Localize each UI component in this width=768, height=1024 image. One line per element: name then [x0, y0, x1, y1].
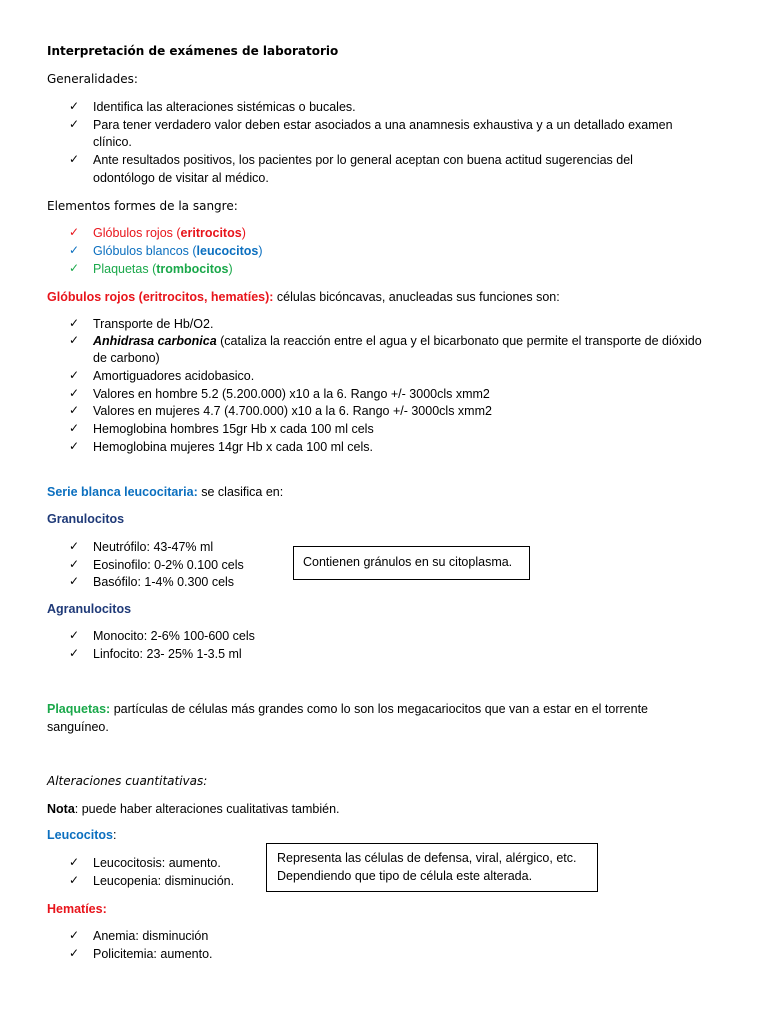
- check-icon: ✓: [69, 403, 80, 417]
- list-item: Hemoglobina hombres 15gr Hb x cada 100 ml cels: [93, 422, 374, 436]
- list-item-continuation: de carbono): [93, 351, 160, 365]
- check-icon: ✓: [69, 316, 80, 330]
- list-item: Para tener verdadero valor deben estar asociados a una anamnesis exhaustiva y a un detallado examen: [93, 118, 673, 132]
- serie-blanca-paragraph: Serie blanca leucocitaria: se clasifica en:: [47, 485, 284, 499]
- list-item: Valores en hombre 5.2 (5.200.000) x10 a la 6. Rango +/- 3000cls xmm2: [93, 387, 490, 401]
- check-icon: ✓: [69, 873, 80, 887]
- check-icon: ✓: [69, 243, 80, 257]
- check-icon: ✓: [69, 225, 80, 239]
- list-item-leucocitos: Glóbulos blancos (leucocitos): [93, 244, 263, 258]
- nota-paragraph: Nota: puede haber alteraciones cualitativas también.: [47, 802, 340, 816]
- leucocitos-note-line-2: Dependiendo que tipo de célula este alterada.: [277, 869, 533, 883]
- list-item: Anemia: disminución: [93, 929, 209, 943]
- globulos-rojos-paragraph: Glóbulos rojos (eritrocitos, hematíes): células bicóncavas, anucleadas sus funciones son:: [47, 290, 560, 304]
- list-item: Monocito: 2-6% 100-600 cels: [93, 629, 255, 643]
- list-item: Eosinofilo: 0-2% 0.100 cels: [93, 558, 244, 572]
- leucocitos-heading: Leucocitos:: [47, 828, 117, 842]
- list-item: Policitemia: aumento.: [93, 947, 213, 961]
- hematies-heading: Hematíes:: [47, 902, 107, 916]
- leucocitos-note-line-1: Representa las células de defensa, viral, alérgico, etc.: [277, 851, 577, 865]
- check-icon: ✓: [69, 628, 80, 642]
- list-item: Linfocito: 23- 25% 1-3.5 ml: [93, 647, 242, 661]
- plaquetas-paragraph-continuation: sanguíneo.: [47, 720, 109, 734]
- check-icon: ✓: [69, 152, 80, 166]
- list-item-continuation: odontólogo de visitar al médico.: [93, 171, 269, 185]
- check-icon: ✓: [69, 646, 80, 660]
- list-item: Basófilo: 1-4% 0.300 cels: [93, 575, 235, 589]
- check-icon: ✓: [69, 928, 80, 942]
- list-item-eritrocitos: Glóbulos rojos (eritrocitos): [93, 226, 246, 240]
- document-title: Interpretación de exámenes de laboratorio: [47, 44, 339, 58]
- check-icon: ✓: [69, 421, 80, 435]
- check-icon: ✓: [69, 99, 80, 113]
- granulocitos-heading: Granulocitos: [47, 512, 125, 526]
- list-item: Hemoglobina mujeres 14gr Hb x cada 100 ml cels.: [93, 440, 373, 454]
- section-heading-generalidades: Generalidades:: [47, 72, 138, 86]
- list-item: Anhidrasa carbonica (cataliza la reacción entre el agua y el bicarbonato que permite el transporte de dióxido: [93, 334, 702, 348]
- check-icon: ✓: [69, 946, 80, 960]
- list-item: Identifica las alteraciones sistémicas o bucales.: [93, 100, 356, 114]
- leucocitos-note-box: [266, 843, 598, 892]
- alteraciones-heading: Alteraciones cuantitativas:: [47, 774, 208, 788]
- check-icon: ✓: [69, 557, 80, 571]
- section-heading-elementos: Elementos formes de la sangre:: [47, 199, 238, 213]
- list-item: Neutrófilo: 43-47% ml: [93, 540, 214, 554]
- check-icon: ✓: [69, 261, 80, 275]
- list-item: Leucopenia: disminución.: [93, 874, 235, 888]
- check-icon: ✓: [69, 117, 80, 131]
- granulocitos-note-box: [293, 546, 530, 580]
- plaquetas-paragraph: Plaquetas: partículas de células más grandes como lo son los megacariocitos que van a estar en el torrente: [47, 702, 649, 716]
- list-item-continuation: clínico.: [93, 135, 132, 149]
- list-item: Leucocitosis: aumento.: [93, 856, 221, 870]
- check-icon: ✓: [69, 368, 80, 382]
- check-icon: ✓: [69, 539, 80, 553]
- list-item: Ante resultados positivos, los pacientes por lo general aceptan con buena actitud sugerencias del: [93, 153, 633, 167]
- list-item: Transporte de Hb/O2.: [93, 317, 214, 331]
- check-icon: ✓: [69, 574, 80, 588]
- list-item: Valores en mujeres 4.7 (4.700.000) x10 a la 6. Rango +/- 3000cls xmm2: [93, 404, 492, 418]
- check-icon: ✓: [69, 855, 80, 869]
- check-icon: ✓: [69, 333, 80, 347]
- list-item-trombocitos: Plaquetas (trombocitos): [93, 262, 233, 276]
- list-item: Amortiguadores acidobasico.: [93, 369, 255, 383]
- check-icon: ✓: [69, 386, 80, 400]
- granulocitos-note-text: Contienen gránulos en su citoplasma.: [303, 555, 513, 569]
- check-icon: ✓: [69, 439, 80, 453]
- agranulocitos-heading: Agranulocitos: [47, 602, 132, 616]
